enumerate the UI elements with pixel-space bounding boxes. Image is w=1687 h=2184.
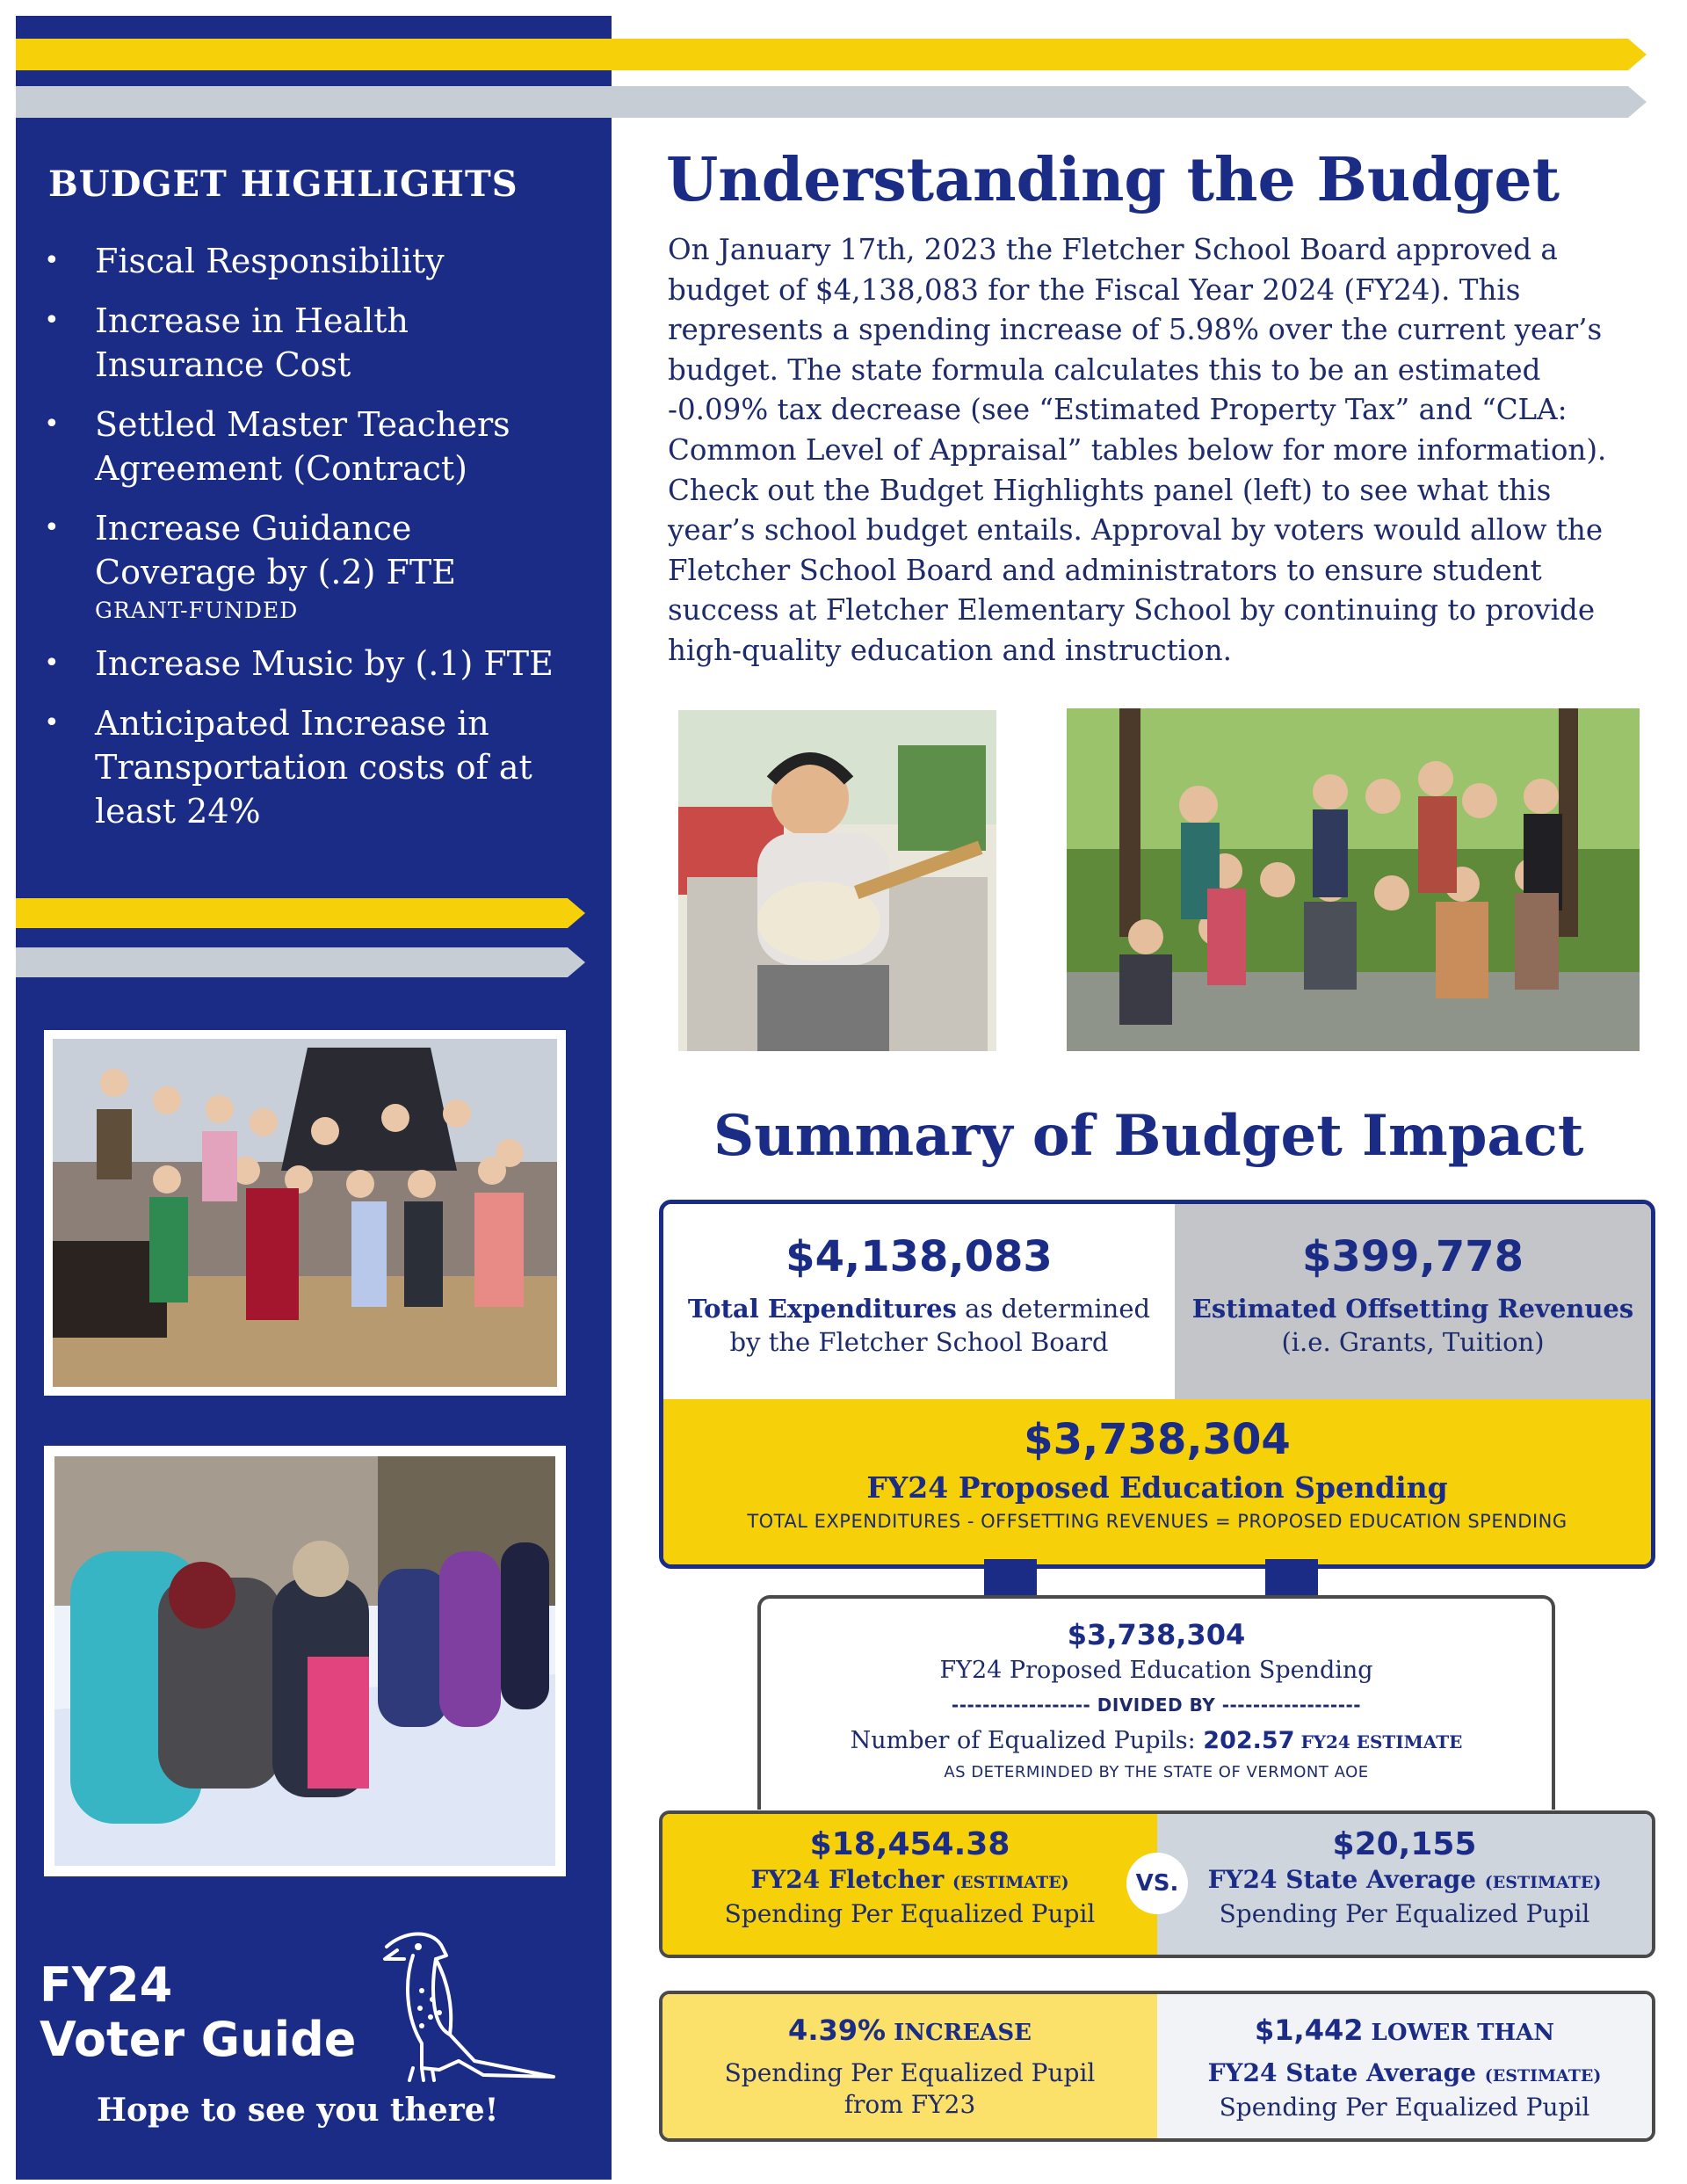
lower-than-word: LOWER THAN <box>1363 2020 1554 2046</box>
highlight-label: Increase Guidance Coverage by (.2) FTE <box>95 509 456 591</box>
highlight-item <box>44 239 571 283</box>
tagline: Hope to see you there! <box>97 2092 499 2129</box>
summary-title: Summary of Budget Impact <box>713 1103 1584 1169</box>
total-expenditures-label-rest: as determined <box>956 1294 1151 1324</box>
increase-line2: Spending Per Equalized Pupil <box>724 2058 1096 2087</box>
silver-stripe <box>16 86 1647 118</box>
increase-line3: from FY23 <box>844 2090 976 2119</box>
equalized-pupils-value: 202.57 <box>1203 1727 1295 1754</box>
highlight-item <box>44 642 571 686</box>
guitar-photo <box>678 710 996 1051</box>
voter-guide-year: FY24 <box>40 1957 173 2013</box>
proposed-spending-cell <box>663 1399 1651 1564</box>
budget-highlights-list <box>44 239 571 849</box>
equalized-pupils-line <box>761 1723 1552 1760</box>
equalized-pupils-suffix: FY24 ESTIMATE <box>1294 1731 1463 1752</box>
snow-photo <box>44 1446 566 1876</box>
falcon-icon <box>378 1929 562 2083</box>
offsetting-revenues-cell <box>1175 1204 1651 1399</box>
group-photo <box>1067 708 1640 1051</box>
yellow-stripe <box>16 898 585 928</box>
highlight-item <box>44 299 571 387</box>
lower-than-label <box>1157 2057 1652 2092</box>
offsetting-revenues-label-line2: (i.e. Grants, Tuition) <box>1281 1327 1545 1357</box>
highlight-label: Fiscal Responsibility <box>95 242 445 280</box>
divided-by-line <box>761 1690 1552 1720</box>
increase-amount: 4.39% <box>788 2013 887 2047</box>
highlight-item <box>44 403 571 490</box>
lower-than-label-small: (ESTIMATE) <box>1484 2066 1602 2086</box>
fletcher-cell <box>662 1814 1157 1955</box>
highlight-label: Anticipated Increase in Transportation costs of at least 24% <box>95 704 532 831</box>
divided-by-label: DIVIDED BY <box>1097 1694 1216 1716</box>
lower-than-headline <box>1157 2012 1652 2054</box>
offsetting-revenues-amount: $399,778 <box>1301 1232 1524 1281</box>
offsetting-revenues-label: Estimated Offsetting Revenues <box>1191 1294 1634 1324</box>
group-photo-image <box>1067 708 1640 1051</box>
proposed-spending-formula: TOTAL EXPENDITURES - OFFSETTING REVENUES = PROPOSED EDUCATION SPENDING <box>747 1511 1568 1532</box>
increase-cell <box>662 1994 1157 2138</box>
vs-badge: VS. <box>1126 1853 1188 1914</box>
choir-photo-image <box>44 1030 566 1396</box>
lower-than-amount: $1,442 <box>1255 2013 1364 2047</box>
highlight-label: Increase Music by (.1) FTE <box>95 644 554 683</box>
highlight-label: Increase in Health Insurance Cost <box>95 301 409 384</box>
guitar-photo-image <box>678 710 996 1051</box>
fletcher-amount: $18,454.38 <box>809 1826 1010 1862</box>
total-expenditures-cell <box>663 1204 1175 1399</box>
fletcher-label-small: (ESTIMATE) <box>952 1873 1069 1892</box>
yellow-stripe <box>16 39 1647 70</box>
total-expenditures-label <box>663 1292 1175 1325</box>
comparison-box <box>659 1810 1655 1958</box>
total-expenditures-amount: $4,138,083 <box>786 1232 1053 1281</box>
difference-box <box>659 1991 1655 2142</box>
lower-than-cell <box>1157 1994 1652 2138</box>
highlight-note: GRANT-FUNDED <box>95 598 299 623</box>
choir-photo <box>44 1030 566 1396</box>
state-average-amount: $20,155 <box>1332 1826 1477 1862</box>
total-expenditures-label-line2: by the Fletcher School Board <box>729 1327 1109 1357</box>
proposed-spending-amount: $3,738,304 <box>1024 1415 1291 1464</box>
divider-right: ------------------ <box>1221 1694 1362 1716</box>
sidebar-stripes <box>16 898 585 979</box>
divider-left: ------------------ <box>951 1694 1091 1716</box>
fletcher-label-line2: Spending Per Equalized Pupil <box>724 1899 1096 1928</box>
state-average-label-line2: Spending Per Equalized Pupil <box>1219 1899 1590 1928</box>
state-average-cell <box>1157 1814 1652 1955</box>
increase-headline <box>662 2012 1157 2054</box>
lower-than-label-bold: FY24 State Average <box>1207 2058 1485 2087</box>
state-average-label <box>1157 1864 1652 1898</box>
header-stripes <box>16 39 1647 118</box>
fletcher-label <box>662 1864 1157 1898</box>
budget-summary-box <box>659 1200 1655 1569</box>
intro-paragraph: On January 17th, 2023 the Fletcher School Board approved a budget of $4,138,083 for the Fiscal Year 2024 (FY24). This represents a spending increase of 5.98% over the current year’s budget. The state formula calculates this to be an estimated -0.09% tax decrease (see “Estimated Property Tax” and “CLA: Common Level of Appraisal” tables below for more information). Check out the Budget Highlights panel (left) to see what this year’s school budget entails. Approval by voters would allow the Fletcher School Board and administrators to ensure student success at Fletcher Elementary School by continuing to provide high-quality education and instruction. <box>668 233 1607 667</box>
state-average-label-bold: FY24 State Average <box>1207 1865 1485 1894</box>
equalized-pupils-source: AS DETERMINDED BY THE STATE OF VERMONT AOE <box>944 1763 1369 1781</box>
proposed-spending-label: FY24 Proposed Education Spending <box>866 1470 1448 1505</box>
voter-guide-title <box>40 1958 356 2067</box>
snow-photo-image <box>44 1446 566 1876</box>
fletcher-label-bold: FY24 Fletcher <box>750 1865 952 1894</box>
highlight-item <box>44 701 571 833</box>
budget-highlights-heading: BUDGET HIGHLIGHTS <box>48 163 518 205</box>
state-average-label-small: (ESTIMATE) <box>1484 1873 1602 1892</box>
lower-than-line3: Spending Per Equalized Pupil <box>1219 2093 1590 2122</box>
division-amount: $3,738,304 <box>1067 1618 1246 1651</box>
division-box <box>757 1595 1555 1810</box>
highlight-label: Settled Master Teachers Agreement (Contract) <box>95 405 510 488</box>
voter-guide-label: Voter Guide <box>40 2012 357 2067</box>
silver-stripe <box>16 947 585 977</box>
page-title: Understanding the Budget <box>666 145 1560 215</box>
division-label: FY24 Proposed Education Spending <box>939 1657 1373 1684</box>
increase-word: INCREASE <box>886 2020 1032 2046</box>
total-expenditures-label-bold: Total Expenditures <box>687 1294 957 1324</box>
highlight-item <box>44 506 571 626</box>
equalized-pupils-label: Number of Equalized Pupils: <box>850 1727 1204 1754</box>
